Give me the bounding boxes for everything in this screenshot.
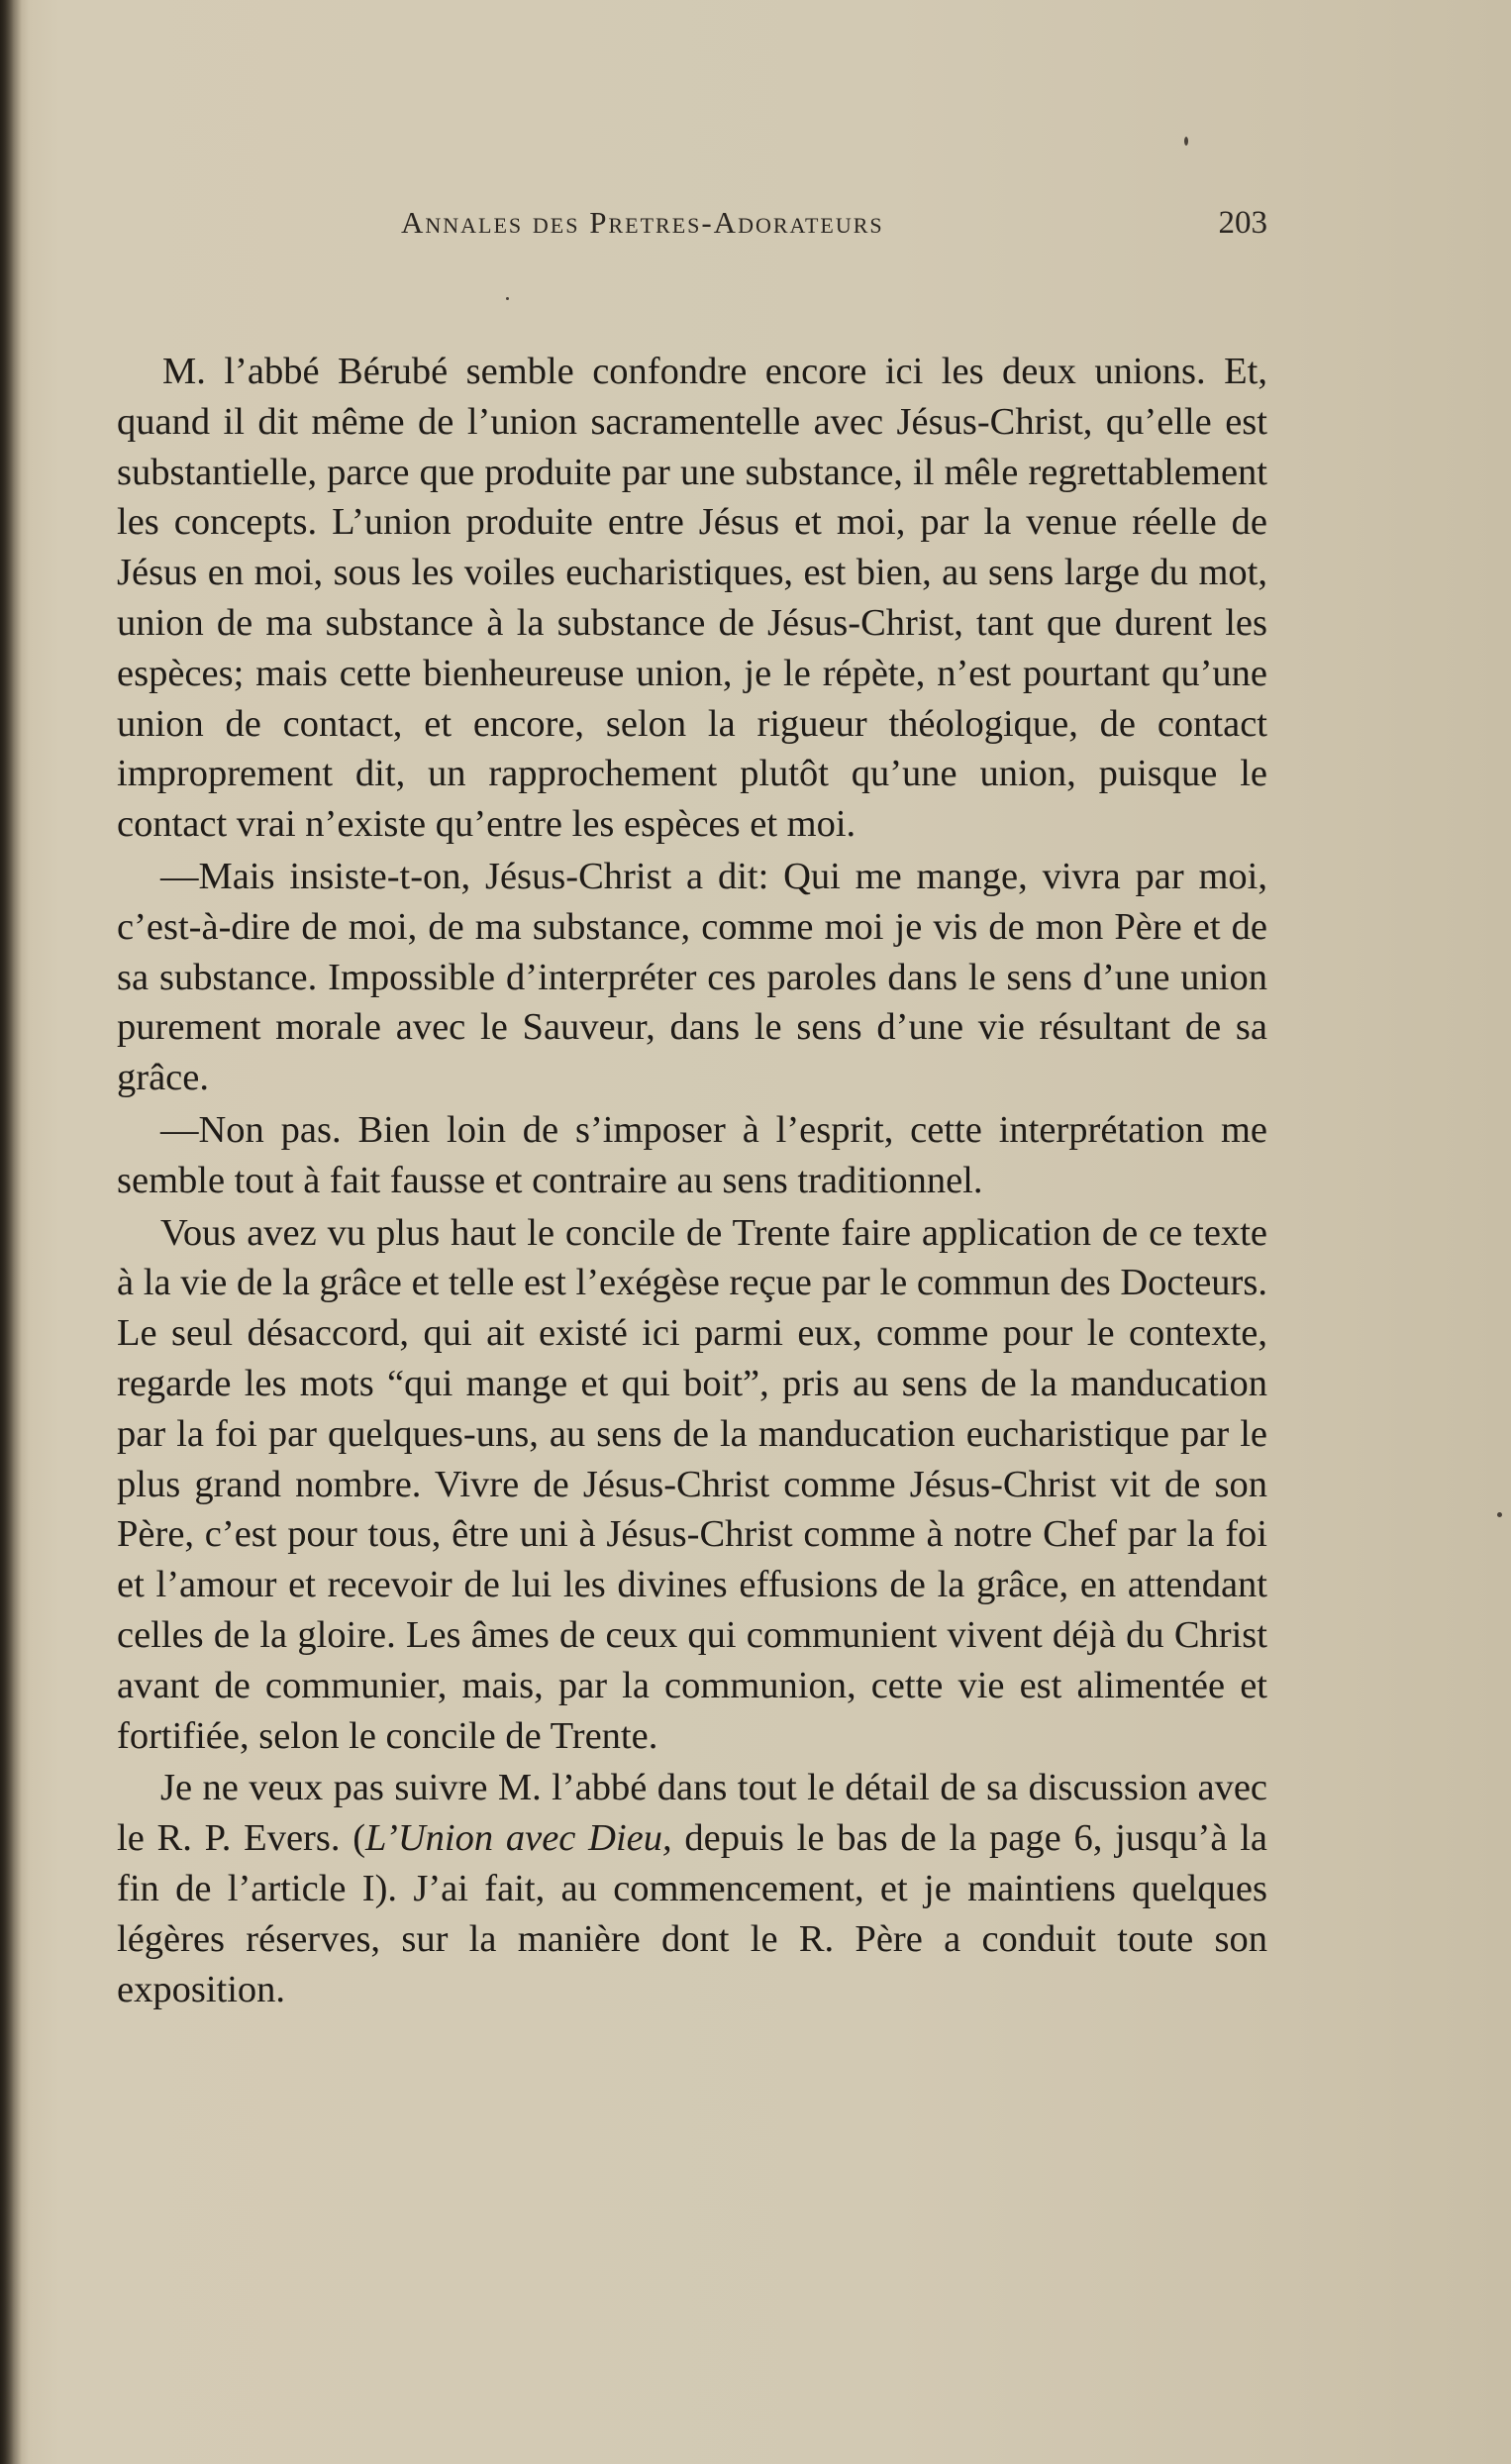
running-head [401, 205, 1267, 249]
paragraph-5-text-a: Je ne veux pas suivre M. l’abbé dans tout le détail de sa discussion avec le R. P. Evers. ( [117, 1767, 1267, 1860]
paragraph-3: —Non pas. Bien loin de s’imposer à l’esprit, cette interprétation me semble tout à fait fausse et contraire au sens traditionnel. [117, 1108, 1267, 1201]
paper-speck [1184, 137, 1188, 146]
running-title: Annales des Pretres-Adorateurs [401, 205, 884, 240]
paragraph-5-text-b: depuis le bas de la page 6, jusqu’à la fin de l’article I). J’ai fait, au commencement, et je maintiens quelques légères réserves, sur la manière dont le R. Père a conduit toute son exposition. [117, 1817, 1267, 2010]
paper-speck [506, 297, 509, 300]
paper-speck [1497, 1512, 1502, 1517]
citation-title: L’Union avec Dieu, [365, 1817, 672, 1860]
paragraph-1: M. l’abbé Bérubé semble confondre encore ici les deux unions. Et, quand il dit même de l’union sacramentelle avec Jésus-Christ, qu’elle est substantielle, parce que produite par une substance, il mêle regrettablement les concepts. L’union produite entre Jésus et moi, par la venue réelle de Jésus en moi, sous les voiles eucharistiques, est bien, au sens large du mot, union de ma substance à la substance de Jésus-Christ, tant que durent les espèces; mais cette bienheureuse union, je le répète, n’est pourtant qu’une union de contact, et encore, selon la rigueur théologique, de contact improprement dit, un rapprochement plutôt qu’une union, puisque le contact vrai n’existe qu’entre les espèces et moi. [117, 351, 1267, 846]
body-text [117, 347, 1267, 2016]
binding-shadow [0, 0, 22, 2464]
paragraph-4: Vous avez vu plus haut le concile de Trente faire application de ce texte à la vie de la grâce et telle est l’exégèse reçue par le commun des Docteurs. Le seul désaccord, qui ait existé ici parmi eux, comme pour le contexte, regarde les mots “qui mange et qui boit”, pris au sens de la manducation par la foi par quelques-uns, au sens de la manducation eucharistique par le plus grand nombre. Vivre de Jésus-Christ comme Jésus-Christ vit de son Père, c’est pour tous, être uni à Jésus-Christ comme à notre Chef par la foi et l’amour et recevoir de lui les divines effusions de la grâce, en attendant celles de la gloire. Les âmes de ceux qui communient vivent déjà du Christ avant de communier, mais, par la communion, cette vie est alimentée et fortifiée, selon le concile de Trente. [117, 1211, 1267, 1757]
paragraph-5 [117, 1763, 1267, 2014]
page-number: 203 [1218, 205, 1267, 241]
paragraph-2: —Mais insiste-t-on, Jésus-Christ a dit: Qui me mange, vivra par moi, c’est-à-dire de moi, de ma substance, comme moi je vis de mon Père et de sa substance. Impossible d’interpréter ces paroles dans le sens d’une union purement morale avec le Sauveur, dans le sens d’une vie résultant de sa grâce. [117, 855, 1267, 1099]
